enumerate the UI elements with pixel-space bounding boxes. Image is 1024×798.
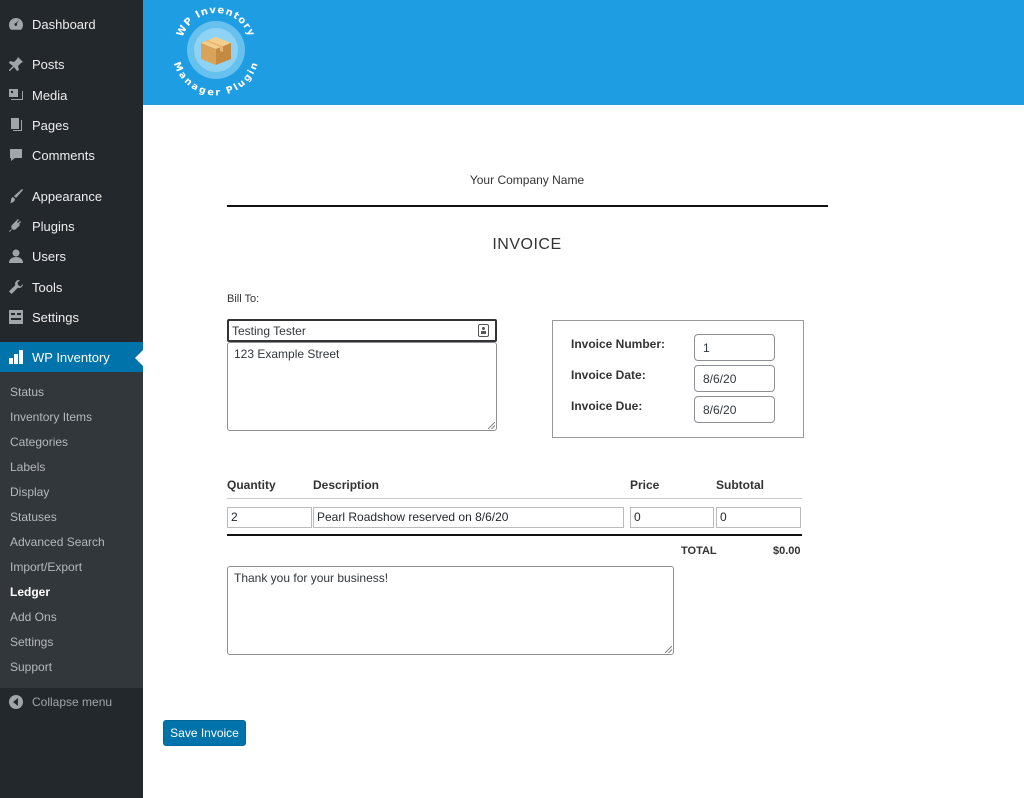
- bill-to-name-input[interactable]: [227, 319, 497, 342]
- sidebar-item-label: Posts: [32, 56, 65, 72]
- invoice-number-label: Invoice Number:: [571, 337, 666, 351]
- bill-to-label: Bill To:: [227, 293, 260, 305]
- subtotal-input[interactable]: 0: [716, 507, 801, 528]
- pages-icon: [8, 117, 24, 133]
- sidebar-item-wp-inventory[interactable]: [0, 342, 143, 372]
- invoice-date-label: Invoice Date:: [571, 368, 646, 382]
- invoice-meta-box: [552, 320, 804, 438]
- quantity-input[interactable]: 2: [227, 507, 312, 528]
- inventory-icon: [8, 349, 24, 365]
- sidebar-item-users[interactable]: [0, 241, 143, 271]
- submenu-item-advanced-search[interactable]: Advanced Search: [10, 535, 105, 549]
- sidebar-item-comments[interactable]: [0, 140, 143, 170]
- wrench-icon: [8, 279, 24, 295]
- notes-value: Thank you for your business!: [234, 571, 389, 585]
- comment-icon: [8, 147, 24, 163]
- table-footer-divider: [227, 534, 802, 536]
- bill-to-name-value: Testing Tester: [232, 324, 306, 338]
- submenu-item-ledger[interactable]: Ledger: [10, 585, 51, 599]
- submenu-item-add-ons[interactable]: Add Ons: [10, 610, 57, 624]
- plugin-icon: [8, 218, 24, 234]
- header-divider: [227, 205, 828, 207]
- logo-text-bottom: Manager Plugin: [171, 60, 261, 98]
- resize-handle[interactable]: [665, 646, 672, 653]
- submenu-item-labels[interactable]: Labels: [10, 460, 46, 474]
- sidebar-item-plugins[interactable]: [0, 211, 143, 241]
- submenu-item-support[interactable]: Support: [10, 660, 53, 674]
- total-value: $0.00: [773, 545, 801, 557]
- sidebar-item-label: Tools: [32, 279, 63, 295]
- user-icon: [8, 248, 24, 264]
- bill-to-address-textarea[interactable]: [227, 342, 497, 431]
- brush-icon: [8, 188, 24, 204]
- sidebar-item-label: Plugins: [32, 218, 75, 234]
- collapse-menu-button[interactable]: [0, 689, 143, 715]
- sidebar-item-label: Users: [32, 248, 66, 264]
- pin-icon: [8, 56, 24, 72]
- contact-card-icon[interactable]: [478, 324, 489, 337]
- invoice-date-input[interactable]: 8/6/20: [694, 365, 775, 392]
- column-header-description: Description: [313, 478, 380, 492]
- wp-inventory-submenu: [0, 372, 143, 688]
- submenu-item-categories[interactable]: Categories: [10, 435, 69, 449]
- sidebar-item-label: WP Inventory: [32, 349, 110, 365]
- logo-text-top: WP Inventory: [175, 4, 257, 39]
- submenu-item-statuses[interactable]: Statuses: [10, 510, 57, 524]
- sidebar-item-label: Comments: [32, 147, 95, 163]
- sidebar-item-label: Media: [32, 87, 68, 103]
- dashboard-icon: [8, 16, 24, 32]
- plugin-banner: [143, 0, 1024, 105]
- admin-sidebar: [0, 0, 143, 798]
- collapse-menu-label: Collapse menu: [32, 695, 113, 709]
- sidebar-item-tools[interactable]: [0, 272, 143, 302]
- submenu-item-inventory-items[interactable]: Inventory Items: [10, 410, 93, 424]
- sidebar-item-appearance[interactable]: [0, 181, 143, 211]
- resize-handle[interactable]: [488, 422, 495, 429]
- notes-textarea[interactable]: [227, 566, 674, 655]
- invoice-due-input[interactable]: 8/6/20: [694, 396, 775, 423]
- sidebar-item-label: Appearance: [32, 188, 103, 204]
- settings-icon: [8, 309, 24, 325]
- invoice-title: INVOICE: [492, 236, 562, 253]
- sidebar-item-label: Settings: [32, 309, 79, 325]
- column-header-subtotal: Subtotal: [716, 478, 764, 492]
- table-header-divider: [227, 498, 802, 499]
- column-header-quantity: Quantity: [227, 478, 276, 492]
- sidebar-item-pages[interactable]: [0, 110, 143, 140]
- bill-to-address-value: 123 Example Street: [234, 347, 340, 361]
- total-label: TOTAL: [681, 545, 717, 557]
- active-indicator: [135, 350, 143, 366]
- save-invoice-button[interactable]: Save Invoice: [163, 720, 246, 746]
- submenu-item-settings[interactable]: Settings: [10, 635, 54, 649]
- submenu-item-display[interactable]: Display: [10, 485, 50, 499]
- price-input[interactable]: 0: [630, 507, 714, 528]
- collapse-arrow-icon: [8, 694, 24, 710]
- sidebar-item-label: Dashboard: [32, 16, 96, 32]
- sidebar-item-posts[interactable]: [0, 49, 143, 79]
- media-icon: [8, 87, 24, 103]
- submenu-item-import-export[interactable]: Import/Export: [10, 560, 83, 574]
- sidebar-item-settings[interactable]: [0, 302, 143, 332]
- sidebar-item-media[interactable]: [0, 80, 143, 110]
- sidebar-item-label: Pages: [32, 117, 69, 133]
- submenu-item-status[interactable]: Status: [10, 385, 45, 399]
- invoice-due-label: Invoice Due:: [571, 399, 643, 413]
- company-name: Your Company Name: [469, 173, 585, 187]
- wp-inventory-logo: [171, 2, 261, 98]
- invoice-number-input[interactable]: 1: [694, 334, 775, 361]
- column-header-price: Price: [630, 478, 660, 492]
- sidebar-item-dashboard[interactable]: [0, 9, 143, 39]
- description-input[interactable]: Pearl Roadshow reserved on 8/6/20: [313, 507, 624, 528]
